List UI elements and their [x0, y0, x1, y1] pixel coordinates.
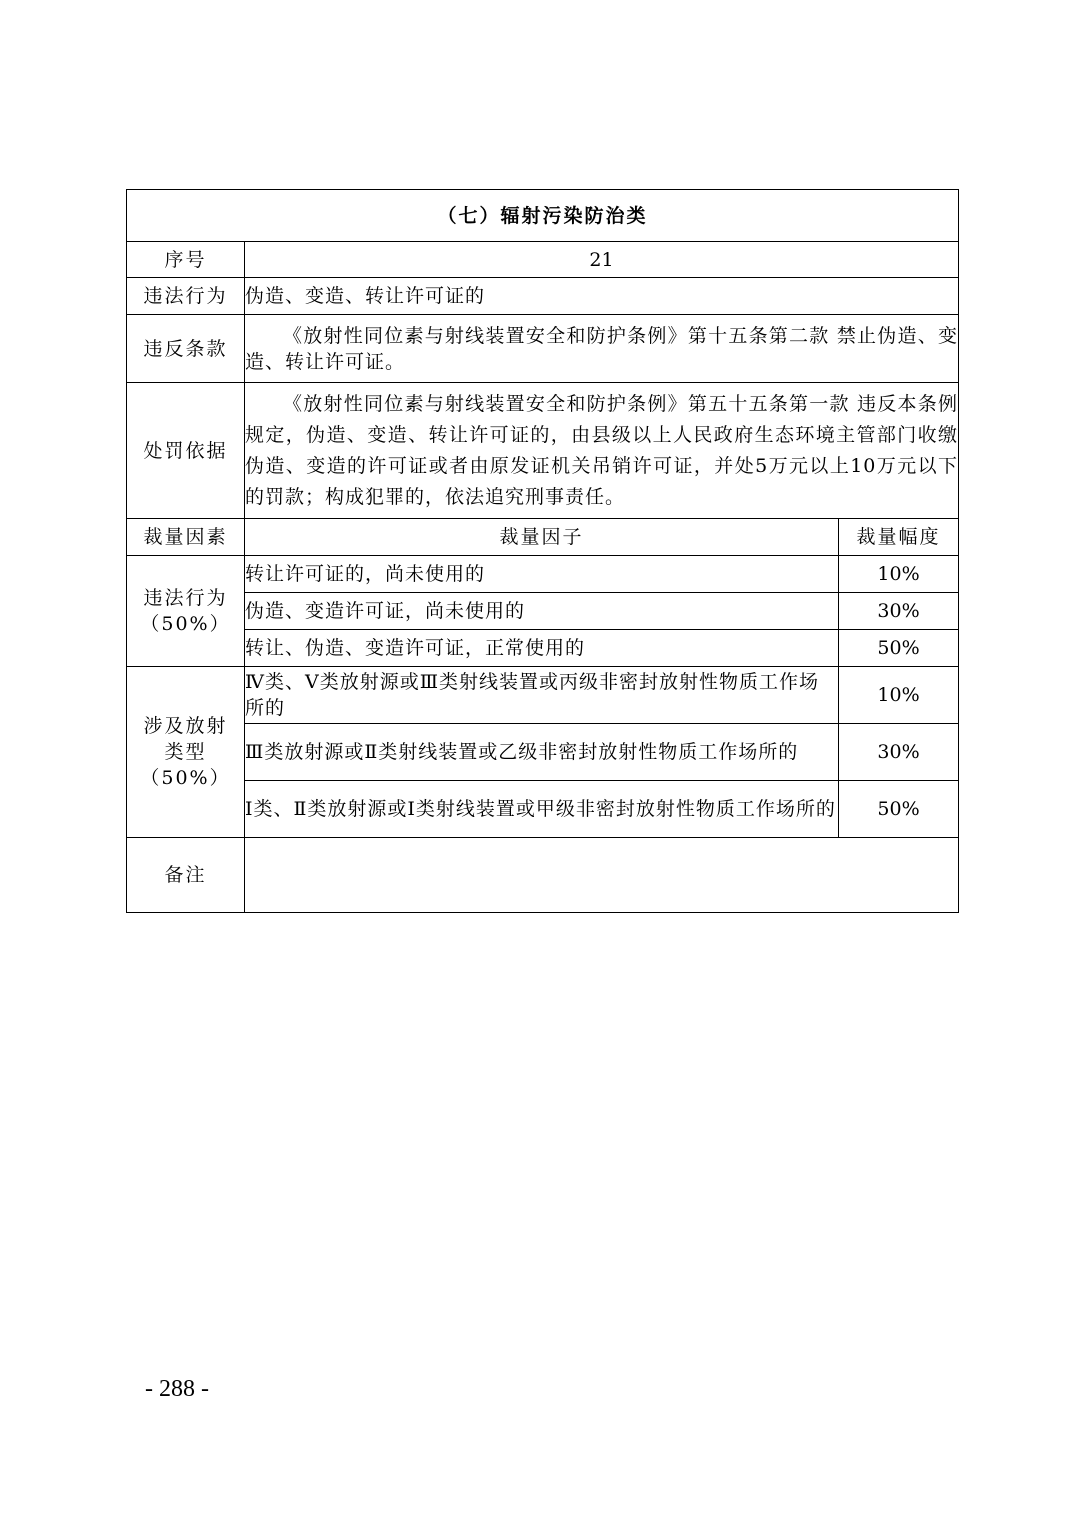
table-title: （七）辐射污染防治类: [127, 190, 959, 242]
table-row: [127, 630, 959, 667]
range-header: 裁量幅度: [839, 519, 959, 556]
discretion-factor: 伪造、变造许可证，尚未使用的: [245, 593, 839, 630]
violated-clause-row: [127, 315, 959, 383]
discretion-factor: Ⅰ类、Ⅱ类放射源或Ⅰ类射线装置或甲级非密封放射性物质工作场所的: [245, 781, 839, 838]
remarks-value: [245, 838, 959, 913]
source-type-group-label-line2: 类型: [164, 741, 207, 763]
penalty-basis-label: 处罚依据: [127, 383, 245, 519]
source-type-group-label-line1: 涉及放射: [143, 715, 228, 737]
serial-label: 序号: [127, 242, 245, 278]
discretion-range: 10%: [839, 667, 959, 724]
penalty-basis-text: 《放射性同位素与射线装置安全和防护条例》第五十五条第一款 违反本条例规定，伪造、变造、转让许可证的，由县级以上人民政府生态环境主管部门收缴伪造、变造的许可证或者由原发证机关吊销许可证，并处5万元以上10万元以下的罚款；构成犯罪的，依法追究刑事责任。: [245, 383, 959, 519]
remarks-row: [127, 838, 959, 913]
discretion-header-row: [127, 519, 959, 556]
violation-row: [127, 278, 959, 315]
violation-group-label: [127, 556, 245, 667]
discretion-range: 10%: [839, 556, 959, 593]
source-type-group-label-line3: （50%）: [140, 767, 231, 789]
serial-value: 21: [245, 242, 959, 278]
discretion-standard-table: [126, 189, 959, 913]
discretion-factor: Ⅲ类放射源或Ⅱ类射线装置或乙级非密封放射性物质工作场所的: [245, 724, 839, 781]
discretion-range: 50%: [839, 630, 959, 667]
discretion-factor: 转让、伪造、变造许可证，正常使用的: [245, 630, 839, 667]
table-row: [127, 724, 959, 781]
violation-group-label-line1: 违法行为: [143, 587, 228, 609]
title-row: [127, 190, 959, 242]
discretion-factor: 转让许可证的，尚未使用的: [245, 556, 839, 593]
violation-label: 违法行为: [127, 278, 245, 315]
page-number: - 288 -: [145, 1376, 209, 1402]
violation-group-label-line2: （50%）: [140, 613, 231, 635]
remarks-label: 备注: [127, 838, 245, 913]
serial-row: [127, 242, 959, 278]
discretion-range: 30%: [839, 593, 959, 630]
table-row: [127, 556, 959, 593]
sub-factor-header: 裁量因子: [245, 519, 839, 556]
table-row: [127, 781, 959, 838]
violated-clause-label: 违反条款: [127, 315, 245, 383]
table-row: [127, 593, 959, 630]
discretion-factor: Ⅳ类、Ⅴ类放射源或Ⅲ类射线装置或丙级非密封放射性物质工作场所的: [245, 667, 839, 724]
violation-value: 伪造、变造、转让许可证的: [245, 278, 959, 315]
discretion-range: 30%: [839, 724, 959, 781]
factor-header: 裁量因素: [127, 519, 245, 556]
table-row: [127, 667, 959, 724]
penalty-basis-row: [127, 383, 959, 519]
source-type-group-label: [127, 667, 245, 838]
discretion-range: 50%: [839, 781, 959, 838]
violated-clause-text: 《放射性同位素与射线装置安全和防护条例》第十五条第二款 禁止伪造、变造、转让许可证。: [245, 315, 959, 383]
